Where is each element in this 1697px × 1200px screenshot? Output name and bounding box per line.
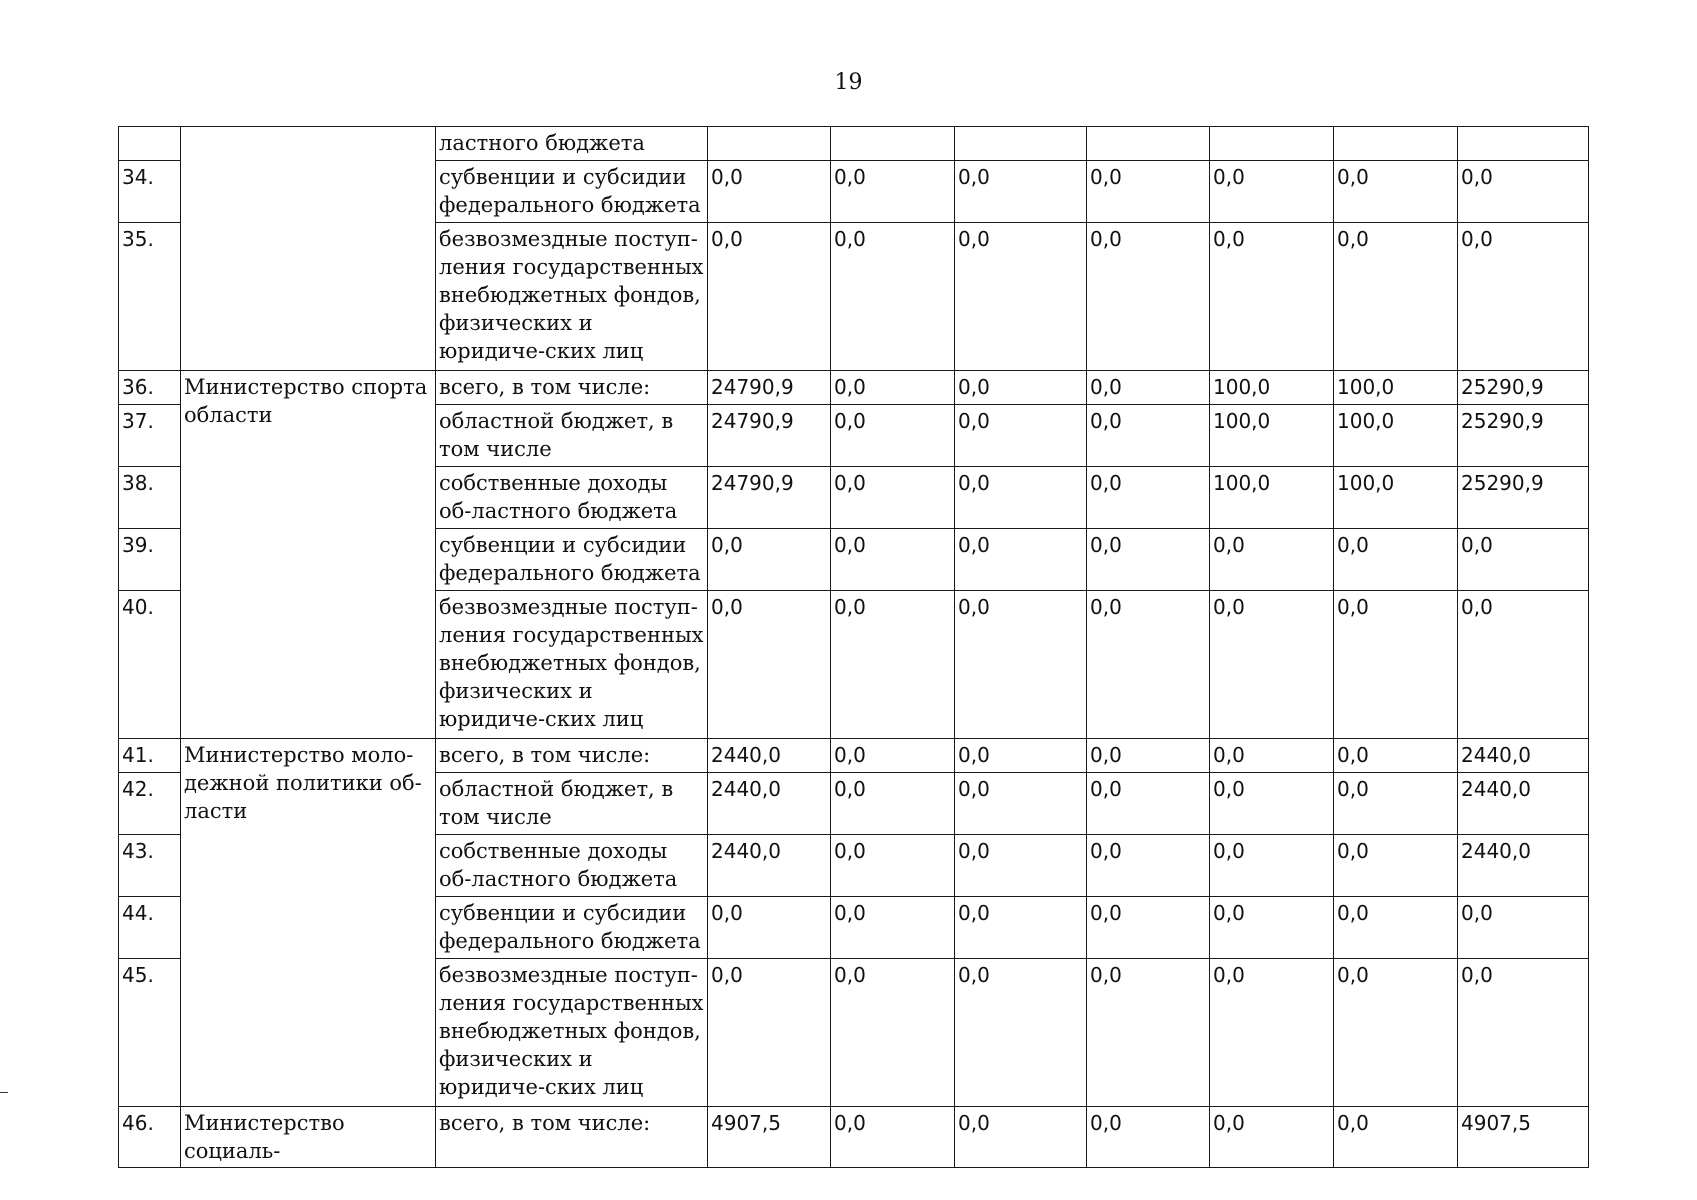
table-row bbox=[119, 739, 1589, 773]
value-cell: 0,0 bbox=[955, 739, 1087, 773]
value-cell: 0,0 bbox=[1210, 959, 1334, 1107]
value-cell: 0,0 bbox=[708, 529, 831, 591]
value-cell: 25290,9 bbox=[1458, 467, 1589, 529]
row-number: 37. bbox=[119, 405, 181, 467]
value-cell bbox=[955, 127, 1087, 161]
organization-cell bbox=[181, 127, 436, 371]
value-cell: 0,0 bbox=[708, 591, 831, 739]
funding-source: областной бюджет, в том числе bbox=[436, 405, 708, 467]
value-cell: 0,0 bbox=[955, 773, 1087, 835]
value-cell: 0,0 bbox=[831, 467, 955, 529]
value-cell: 0,0 bbox=[1334, 161, 1458, 223]
value-cell: 0,0 bbox=[1087, 223, 1210, 371]
organization-cell: Министерство моло-дежной политики об-ласти bbox=[181, 739, 436, 1107]
value-cell: 0,0 bbox=[955, 467, 1087, 529]
funding-source: субвенции и субсидии федерального бюджета bbox=[436, 529, 708, 591]
value-cell: 0,0 bbox=[1334, 223, 1458, 371]
value-cell: 0,0 bbox=[831, 897, 955, 959]
value-cell: 0,0 bbox=[1458, 591, 1589, 739]
value-cell: 2440,0 bbox=[708, 739, 831, 773]
row-number bbox=[119, 127, 181, 161]
value-cell: 0,0 bbox=[1087, 959, 1210, 1107]
value-cell: 0,0 bbox=[1087, 739, 1210, 773]
funding-source: субвенции и субсидии федерального бюджета bbox=[436, 897, 708, 959]
value-cell: 100,0 bbox=[1210, 371, 1334, 405]
value-cell: 0,0 bbox=[1334, 1107, 1458, 1168]
value-cell: 0,0 bbox=[1087, 591, 1210, 739]
row-number: 39. bbox=[119, 529, 181, 591]
value-cell: 0,0 bbox=[708, 959, 831, 1107]
row-number: 40. bbox=[119, 591, 181, 739]
value-cell: 0,0 bbox=[831, 773, 955, 835]
table-row bbox=[119, 127, 1589, 161]
value-cell: 0,0 bbox=[831, 161, 955, 223]
value-cell: 0,0 bbox=[831, 223, 955, 371]
page-number: 19 bbox=[834, 70, 863, 95]
funding-source: собственные доходы об-ластного бюджета bbox=[436, 835, 708, 897]
row-number: 46. bbox=[119, 1107, 181, 1168]
funding-source: всего, в том числе: bbox=[436, 1107, 708, 1168]
value-cell: 0,0 bbox=[955, 1107, 1087, 1168]
value-cell bbox=[1210, 127, 1334, 161]
value-cell: 0,0 bbox=[1458, 897, 1589, 959]
value-cell: 2440,0 bbox=[708, 773, 831, 835]
value-cell: 25290,9 bbox=[1458, 371, 1589, 405]
value-cell: 0,0 bbox=[1210, 161, 1334, 223]
value-cell: 0,0 bbox=[1210, 773, 1334, 835]
value-cell: 0,0 bbox=[831, 1107, 955, 1168]
value-cell: 0,0 bbox=[708, 897, 831, 959]
value-cell: 0,0 bbox=[955, 161, 1087, 223]
row-number: 42. bbox=[119, 773, 181, 835]
row-number: 44. bbox=[119, 897, 181, 959]
value-cell: 4907,5 bbox=[708, 1107, 831, 1168]
value-cell: 24790,9 bbox=[708, 467, 831, 529]
value-cell: 0,0 bbox=[831, 591, 955, 739]
value-cell: 0,0 bbox=[1334, 529, 1458, 591]
table-row bbox=[119, 1107, 1589, 1168]
value-cell bbox=[1458, 127, 1589, 161]
value-cell: 100,0 bbox=[1334, 467, 1458, 529]
value-cell: 0,0 bbox=[955, 959, 1087, 1107]
value-cell: 0,0 bbox=[708, 161, 831, 223]
value-cell: 100,0 bbox=[1334, 371, 1458, 405]
funding-source: безвозмездные поступ-ления государственных внебюджетных фондов, физических и юридиче-ских лиц bbox=[436, 591, 708, 739]
value-cell: 0,0 bbox=[1210, 739, 1334, 773]
value-cell: 0,0 bbox=[1334, 591, 1458, 739]
value-cell: 0,0 bbox=[831, 959, 955, 1107]
value-cell: 0,0 bbox=[955, 371, 1087, 405]
value-cell: 0,0 bbox=[1210, 897, 1334, 959]
value-cell: 0,0 bbox=[1458, 959, 1589, 1107]
organization-cell: Министерство социаль- bbox=[181, 1107, 436, 1168]
value-cell: 2440,0 bbox=[1458, 835, 1589, 897]
funding-source: всего, в том числе: bbox=[436, 371, 708, 405]
value-cell: 0,0 bbox=[1334, 773, 1458, 835]
value-cell: 0,0 bbox=[831, 405, 955, 467]
value-cell: 0,0 bbox=[1334, 959, 1458, 1107]
value-cell: 0,0 bbox=[1210, 835, 1334, 897]
row-number: 38. bbox=[119, 467, 181, 529]
value-cell: 4907,5 bbox=[1458, 1107, 1589, 1168]
funding-source: безвозмездные поступ-ления государственных внебюджетных фондов, физических и юридиче-ских лиц bbox=[436, 959, 708, 1107]
value-cell bbox=[831, 127, 955, 161]
value-cell: 0,0 bbox=[1087, 529, 1210, 591]
value-cell: 0,0 bbox=[1210, 1107, 1334, 1168]
row-number: 35. bbox=[119, 223, 181, 371]
value-cell: 0,0 bbox=[955, 835, 1087, 897]
value-cell: 2440,0 bbox=[708, 835, 831, 897]
value-cell: 0,0 bbox=[955, 591, 1087, 739]
value-cell: 0,0 bbox=[1334, 835, 1458, 897]
value-cell: 2440,0 bbox=[1458, 773, 1589, 835]
value-cell: 0,0 bbox=[955, 223, 1087, 371]
value-cell: 0,0 bbox=[1458, 223, 1589, 371]
value-cell: 0,0 bbox=[831, 739, 955, 773]
value-cell: 0,0 bbox=[1087, 773, 1210, 835]
value-cell: 0,0 bbox=[831, 529, 955, 591]
value-cell: 0,0 bbox=[1334, 739, 1458, 773]
value-cell: 0,0 bbox=[1087, 467, 1210, 529]
value-cell: 0,0 bbox=[1334, 897, 1458, 959]
funding-source: ластного бюджета bbox=[436, 127, 708, 161]
value-cell bbox=[1334, 127, 1458, 161]
value-cell: 2440,0 bbox=[1458, 739, 1589, 773]
value-cell: 100,0 bbox=[1210, 405, 1334, 467]
value-cell: 0,0 bbox=[831, 835, 955, 897]
row-number: 34. bbox=[119, 161, 181, 223]
value-cell: 0,0 bbox=[1087, 835, 1210, 897]
row-number: 45. bbox=[119, 959, 181, 1107]
value-cell: 100,0 bbox=[1334, 405, 1458, 467]
value-cell: 0,0 bbox=[708, 223, 831, 371]
value-cell: 0,0 bbox=[955, 897, 1087, 959]
row-number: 43. bbox=[119, 835, 181, 897]
funding-source: безвозмездные поступ-ления государственных внебюджетных фондов, физических и юридиче-ских лиц bbox=[436, 223, 708, 371]
value-cell: 24790,9 bbox=[708, 371, 831, 405]
value-cell: 100,0 bbox=[1210, 467, 1334, 529]
value-cell bbox=[1087, 127, 1210, 161]
value-cell: 25290,9 bbox=[1458, 405, 1589, 467]
row-number: 41. bbox=[119, 739, 181, 773]
organization-cell: Министерство спорта области bbox=[181, 371, 436, 739]
value-cell: 0,0 bbox=[1087, 1107, 1210, 1168]
funding-source: собственные доходы об-ластного бюджета bbox=[436, 467, 708, 529]
value-cell: 0,0 bbox=[1210, 591, 1334, 739]
funding-source: субвенции и субсидии федерального бюджета bbox=[436, 161, 708, 223]
value-cell: 24790,9 bbox=[708, 405, 831, 467]
value-cell: 0,0 bbox=[1087, 897, 1210, 959]
table-row bbox=[119, 371, 1589, 405]
value-cell: 0,0 bbox=[955, 529, 1087, 591]
value-cell bbox=[708, 127, 831, 161]
value-cell: 0,0 bbox=[1087, 371, 1210, 405]
budget-table bbox=[118, 126, 1589, 1168]
value-cell: 0,0 bbox=[955, 405, 1087, 467]
scan-edge-mark bbox=[0, 1092, 8, 1093]
funding-source: областной бюджет, в том числе bbox=[436, 773, 708, 835]
value-cell: 0,0 bbox=[831, 371, 955, 405]
value-cell: 0,0 bbox=[1210, 529, 1334, 591]
value-cell: 0,0 bbox=[1210, 223, 1334, 371]
row-number: 36. bbox=[119, 371, 181, 405]
funding-source: всего, в том числе: bbox=[436, 739, 708, 773]
value-cell: 0,0 bbox=[1458, 161, 1589, 223]
value-cell: 0,0 bbox=[1087, 405, 1210, 467]
value-cell: 0,0 bbox=[1087, 161, 1210, 223]
value-cell: 0,0 bbox=[1458, 529, 1589, 591]
